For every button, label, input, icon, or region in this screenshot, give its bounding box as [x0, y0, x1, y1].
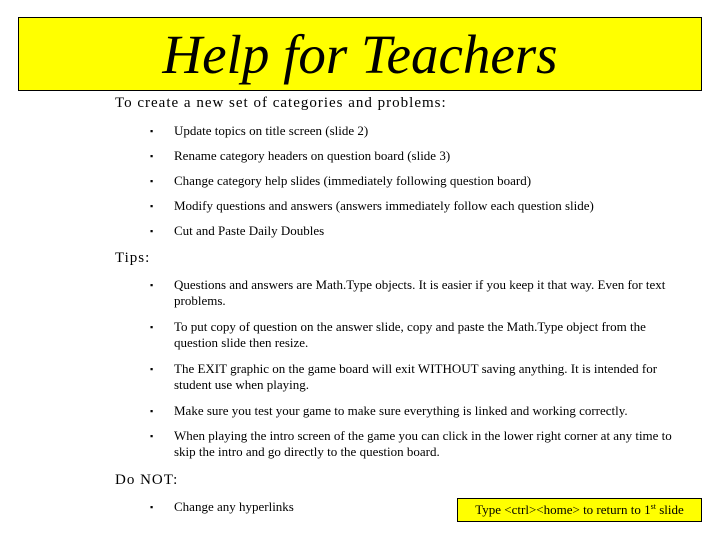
- bullet-icon: ▪: [150, 431, 154, 441]
- bullet-icon: ▪: [150, 280, 154, 290]
- tip-exit-graphic: The EXIT graphic on the game board will exit WITHOUT saving anything. It is intended for student use when playing.: [174, 361, 658, 392]
- bullet-icon: ▪: [150, 151, 154, 161]
- bullet-icon: ▪: [150, 364, 154, 374]
- bullet-icon: ▪: [150, 502, 154, 512]
- create-heading: To create a new set of categories and problems:: [115, 95, 447, 111]
- create-item-rename-headers: Rename category headers on question board (slide 3): [174, 148, 451, 163]
- create-item-update-topics: Update topics on title screen (slide 2): [174, 123, 369, 138]
- return-to-first-slide-hint: [457, 498, 702, 522]
- footer-text-end: slide: [655, 502, 684, 517]
- tips-heading: Tips:: [115, 250, 151, 266]
- bullet-icon: ▪: [150, 226, 154, 236]
- bullet-icon: ▪: [150, 176, 154, 186]
- bullet-icon: ▪: [150, 126, 154, 136]
- footer-superscript: st: [650, 502, 656, 511]
- bullet-icon: ▪: [150, 406, 154, 416]
- page-title: Help for Teachers: [162, 24, 558, 85]
- create-item-help-slides: Change category help slides (immediately following question board): [174, 173, 532, 188]
- tip-mathtype-objects: Questions and answers are Math.Type objects. It is easier if you keep it that way. Even for text problems.: [174, 277, 666, 308]
- footer-text: Type <ctrl><home> to return to 1: [475, 502, 651, 517]
- donot-item-hyperlinks: Change any hyperlinks: [174, 499, 294, 514]
- tip-copy-question: To put copy of question on the answer slide, copy and paste the Math.Type object from the question slide then resize.: [174, 319, 646, 350]
- donot-heading: Do NOT:: [115, 472, 179, 488]
- create-item-modify-questions: Modify questions and answers (answers immediately follow each question slide): [174, 198, 594, 213]
- bullet-icon: ▪: [150, 322, 154, 332]
- title-banner: [18, 17, 702, 91]
- tip-skip-intro: When playing the intro screen of the game you can click in the lower right corner at any time to skip the intro and go directly to the question board.: [174, 428, 672, 459]
- create-item-daily-doubles: Cut and Paste Daily Doubles: [174, 223, 325, 238]
- tip-test-game: Make sure you test your game to make sure everything is linked and working correctly.: [174, 403, 628, 418]
- bullet-icon: ▪: [150, 201, 154, 211]
